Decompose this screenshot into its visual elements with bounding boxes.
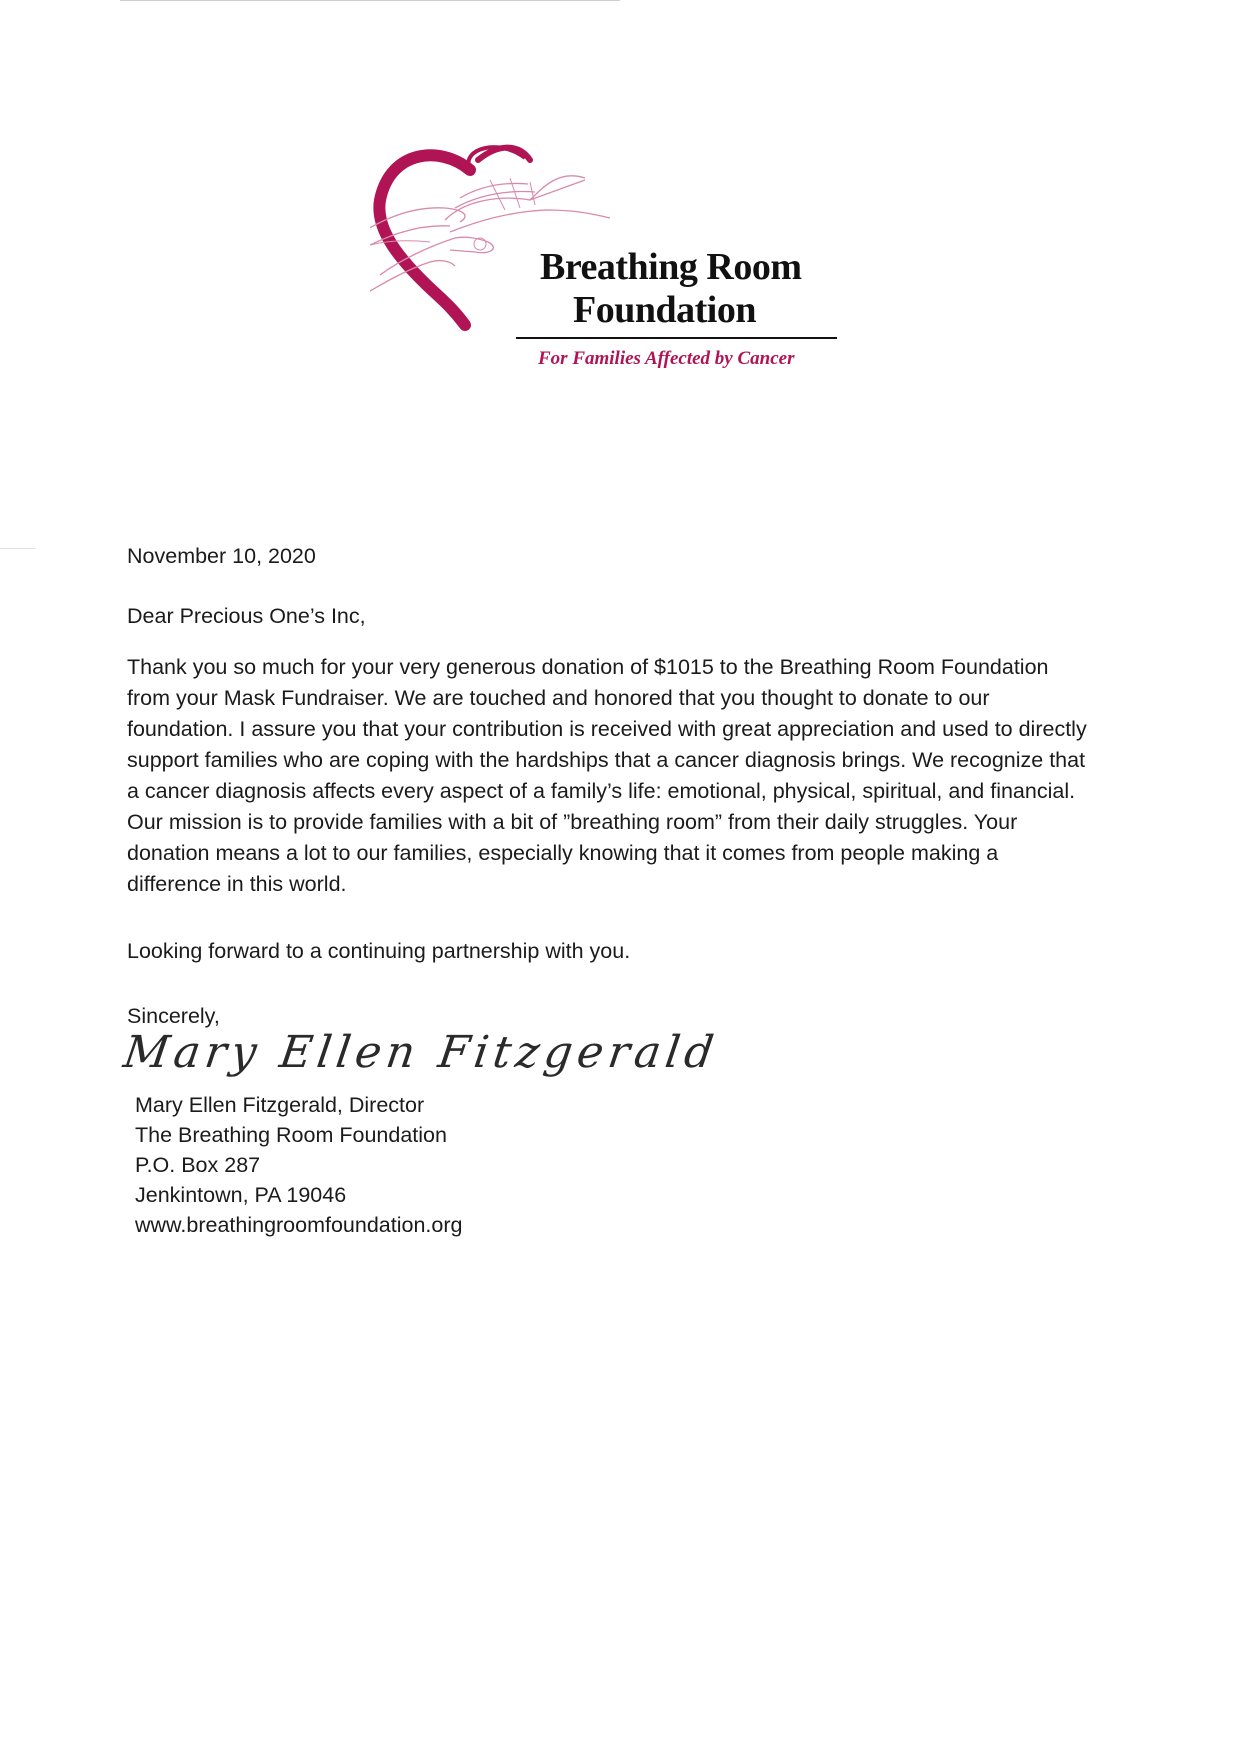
signatory-name-title: Mary Ellen Fitzgerald, Director bbox=[135, 1093, 425, 1117]
signatory-po-box: P.O. Box 287 bbox=[135, 1153, 261, 1177]
scan-artifact-line bbox=[120, 0, 620, 1]
letter-sign-off: Sincerely, bbox=[127, 1004, 220, 1028]
foundation-logo bbox=[370, 140, 850, 380]
signatory-city-state-zip: Jenkintown, PA 19046 bbox=[135, 1183, 347, 1207]
letter-salutation: Dear Precious One’s Inc, bbox=[127, 604, 366, 628]
logo-divider bbox=[516, 337, 837, 339]
signatory-website: www.breathingroomfoundation.org bbox=[135, 1213, 463, 1237]
scan-artifact-mark bbox=[0, 548, 36, 549]
letter-closing-line: Looking forward to a continuing partnership with you. bbox=[127, 939, 631, 963]
logo-tagline: For Families Affected by Cancer bbox=[538, 348, 795, 369]
logo-title-line1: Breathing Room bbox=[540, 246, 802, 288]
logo-title-line2: Foundation bbox=[573, 289, 756, 331]
letter-body: Thank you so much for your very generous donation of $1015 to the Breathing Room Foundation from your Mask Fundraiser. We are touched and honored that you thought to donate to our foundation. I assure you that your contribution is received with great appreciation and used to directly support families who are coping with the hardships that a cancer diagnosis brings. We recognize that a cancer diagnosis affects every aspect of a family’s life: emotional, physical, spiritual, and financial. Our mission is to provide families with a bit of ”breathing room” from their daily struggles. Your donation means a lot to our families, especially knowing that it comes from people making a difference in this world. bbox=[127, 655, 1087, 896]
signatory-organization: The Breathing Room Foundation bbox=[135, 1123, 447, 1147]
signatory-block bbox=[135, 1090, 462, 1240]
letter-date: November 10, 2020 bbox=[127, 544, 316, 568]
logo-title bbox=[540, 246, 840, 332]
handwritten-signature: Mary Ellen Fitzgerald bbox=[120, 1027, 722, 1078]
